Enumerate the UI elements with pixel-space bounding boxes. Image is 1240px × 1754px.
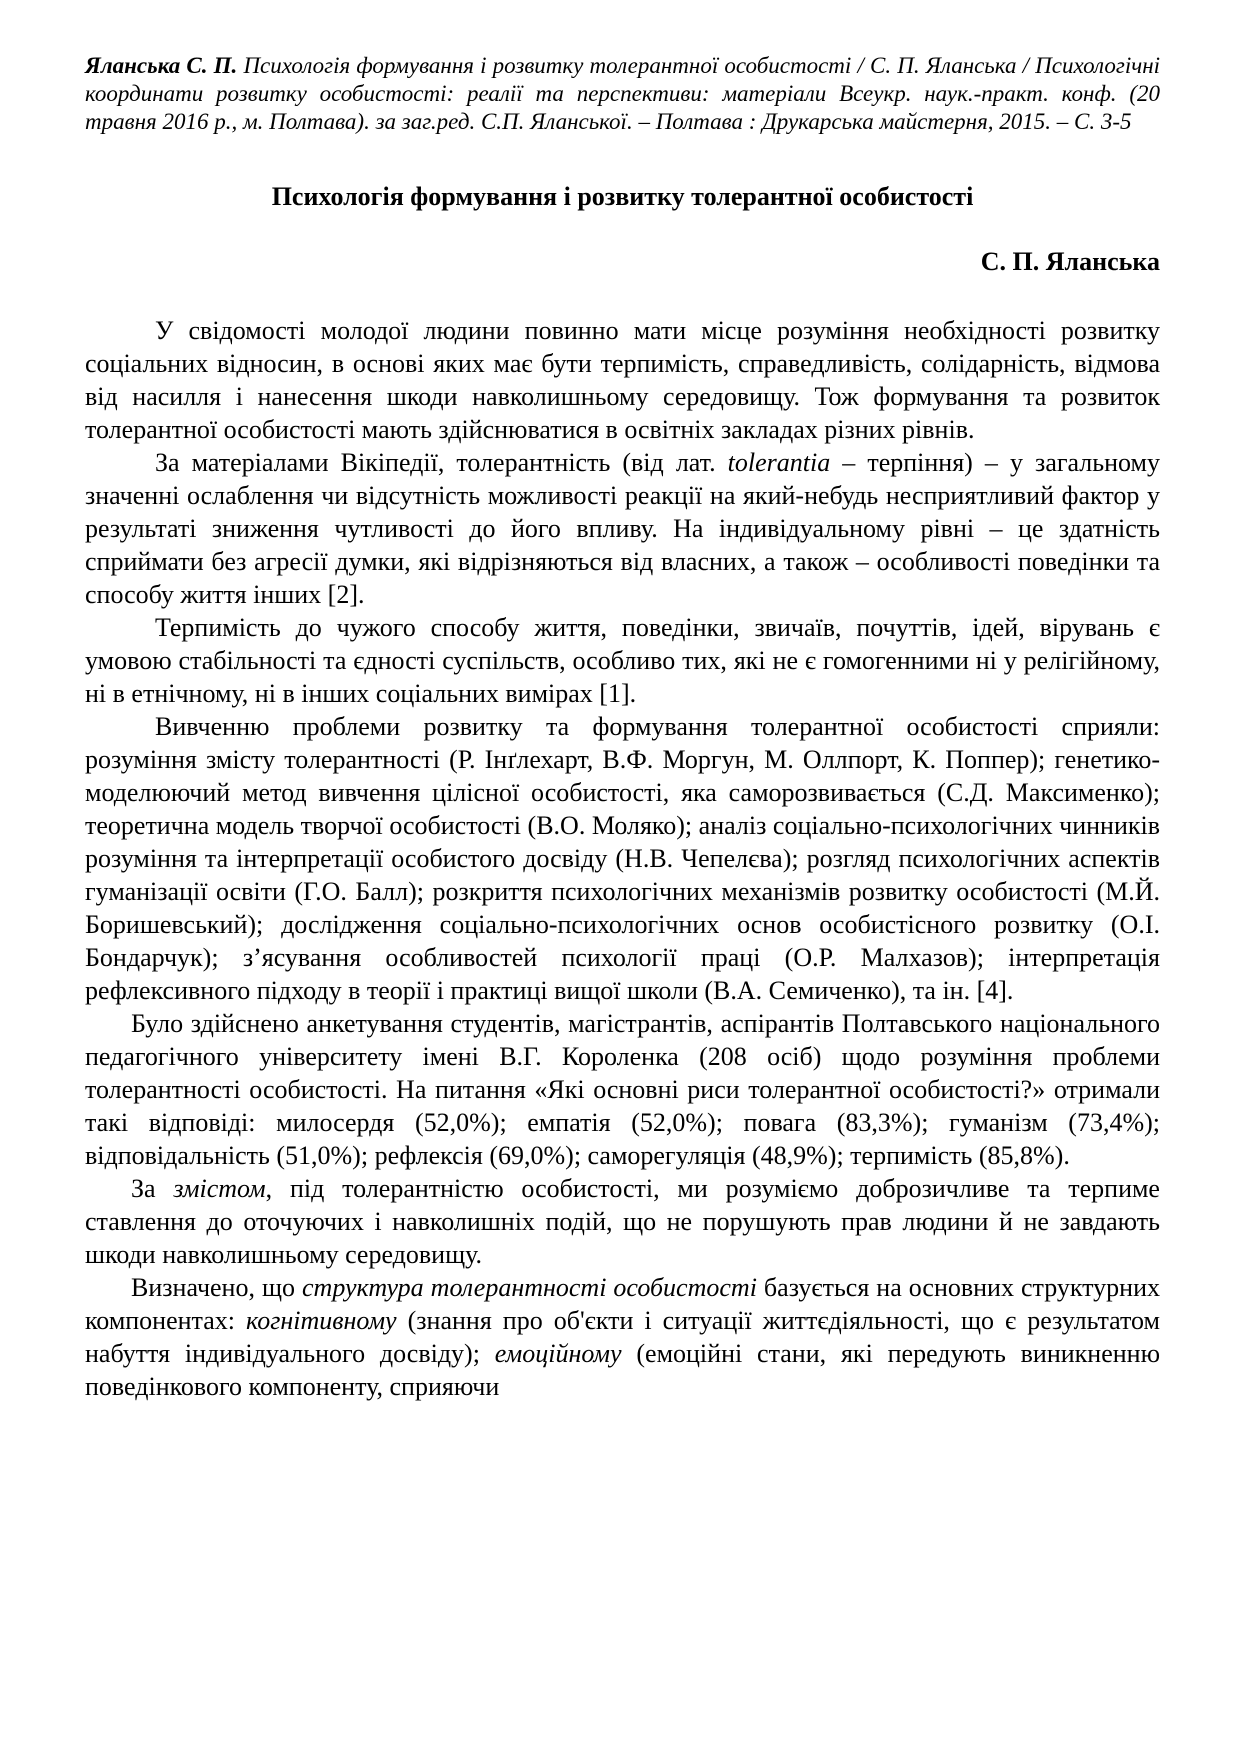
text-run: У свідомості молодої людини повинно мати місце розуміння необхідності розвитку соціальних відносин, в основі яких має бути терпимість, справедливість, солідарність, відмова від насилля і нанесення шкоди навколишньому середовищу. Тож формування та розвиток толерантної особистості мають здійснюватися в освітніх закладах різних рівнів. <box>85 316 1160 444</box>
text-run: базується на основних структурних компонентах: <box>85 1273 1160 1335</box>
italic-text-run: структура толерантності особистості <box>302 1273 757 1302</box>
paragraph <box>85 1007 1160 1172</box>
paragraph <box>85 446 1160 611</box>
text-run: , під толерантністю особистості, ми розуміємо доброзичливе та терпиме ставлення до оточуючих і навколишніх подій, що не порушують прав людини й не завдають шкоди навколишньому середовищу. <box>85 1174 1160 1269</box>
paragraph <box>85 611 1160 710</box>
text-run: – терпіння) – у загальному значенні ослаблення чи відсутність можливості реакції на який-небудь несприятливий фактор у результаті зниження чутливості до його впливу. На індивідуальному рівні – це здатність сприймати без агресії думки, які відрізняються від власних, а також – особливості поведінки та способу життя інших [2]. <box>85 448 1160 609</box>
bibliographic-citation <box>85 52 1160 136</box>
article-title: Психологія формування і розвитку толерантної особистості <box>271 182 974 211</box>
text-run: Психологія формування і розвитку толерантної особистості / С. П. Яланська / Психологічні координати розвитку особистості: реалії та перспективи: матеріали Всеукр. наук.-практ. конф. (20 травня 2016 р., м. Полтава). за заг.ред. С.П. Яланської. – Полтава : Друкарська майстерня, 2015. – С. 3-5 <box>85 53 1160 134</box>
text-run: Вивченню проблеми розвитку та формування толерантної особистості сприяли: розуміння змісту толерантності (Р. Інґлехарт, В.Ф. Моргун, М. Оллпорт, К. Поппер); генетико-моделюючий метод вивчення цілісної особистості, яка саморозвивається (С.Д. Максименко); теоретична модель творчої особистості (В.О. Моляко); аналіз соціально-психологічних чинників розуміння та інтерпретації особистого досвіду (Н.В. Чепелєва); розгляд психологічних аспектів гуманізації освіти (Г.О. Балл); розкриття психологічних механізмів розвитку особистості (М.Й. Боришевський); дослідження соціально-психологічних основ особистісного розвитку (О.І. Бондарчук); з’ясування особливостей психології праці (О.Р. Малхазов); інтерпретація рефлексивного підходу в теорії і практиці вищої школи (В.А. Семиченко), та ін. [4]. <box>85 712 1160 1005</box>
italic-text-run: tolerantia <box>727 448 831 477</box>
article-body <box>85 314 1160 1403</box>
text-run: Терпимість до чужого способу життя, поведінки, звичаїв, почуттів, ідей, вірувань є умовою стабільності та єдності суспільств, особливо тих, які не є гомогенними ні у релігійному, ні в етнічному, ні в інших соціальних вимірах [1]. <box>85 613 1160 708</box>
paragraph <box>85 710 1160 1007</box>
paragraph <box>85 1271 1160 1403</box>
text-run: (знання про об'єкти і ситуації життєдіяльності, що є результатом набуття індивідуального досвіду); <box>85 1306 1161 1368</box>
text-run: Було здійснено анкетування студентів, магістрантів, аспірантів Полтавського національного педагогічного університету імені В.Г. Короленка (208 осіб) щодо розуміння проблеми толерантності особистості. На питання «Які основні риси толерантної особистості?» отримали такі відповіді: милосердя (52,0%); емпатія (52,0%); повага (83,3%); гуманізм (73,4%); відповідальність (51,0%); рефлексія (69,0%); саморегуляція (48,9%); терпимість (85,8%). <box>85 1009 1160 1170</box>
bold-text-run: Яланська С. П. <box>85 53 238 78</box>
paragraph <box>85 314 1160 446</box>
italic-text-run: емоційному <box>494 1339 622 1368</box>
text-run: Визначено, що <box>131 1273 302 1302</box>
text-run: За <box>131 1174 174 1203</box>
author-name: С. П. Яланська <box>980 247 1160 276</box>
paragraph <box>85 1172 1160 1271</box>
text-run: За матеріалами Вікіпедії, толерантність (від лат. <box>155 448 728 477</box>
italic-text-run: когнітивному <box>246 1306 397 1335</box>
italic-text-run: змістом <box>173 1174 266 1203</box>
text-run: (емоційні стани, які передують виникненню поведінкового компоненту, сприяючи <box>85 1339 1161 1401</box>
